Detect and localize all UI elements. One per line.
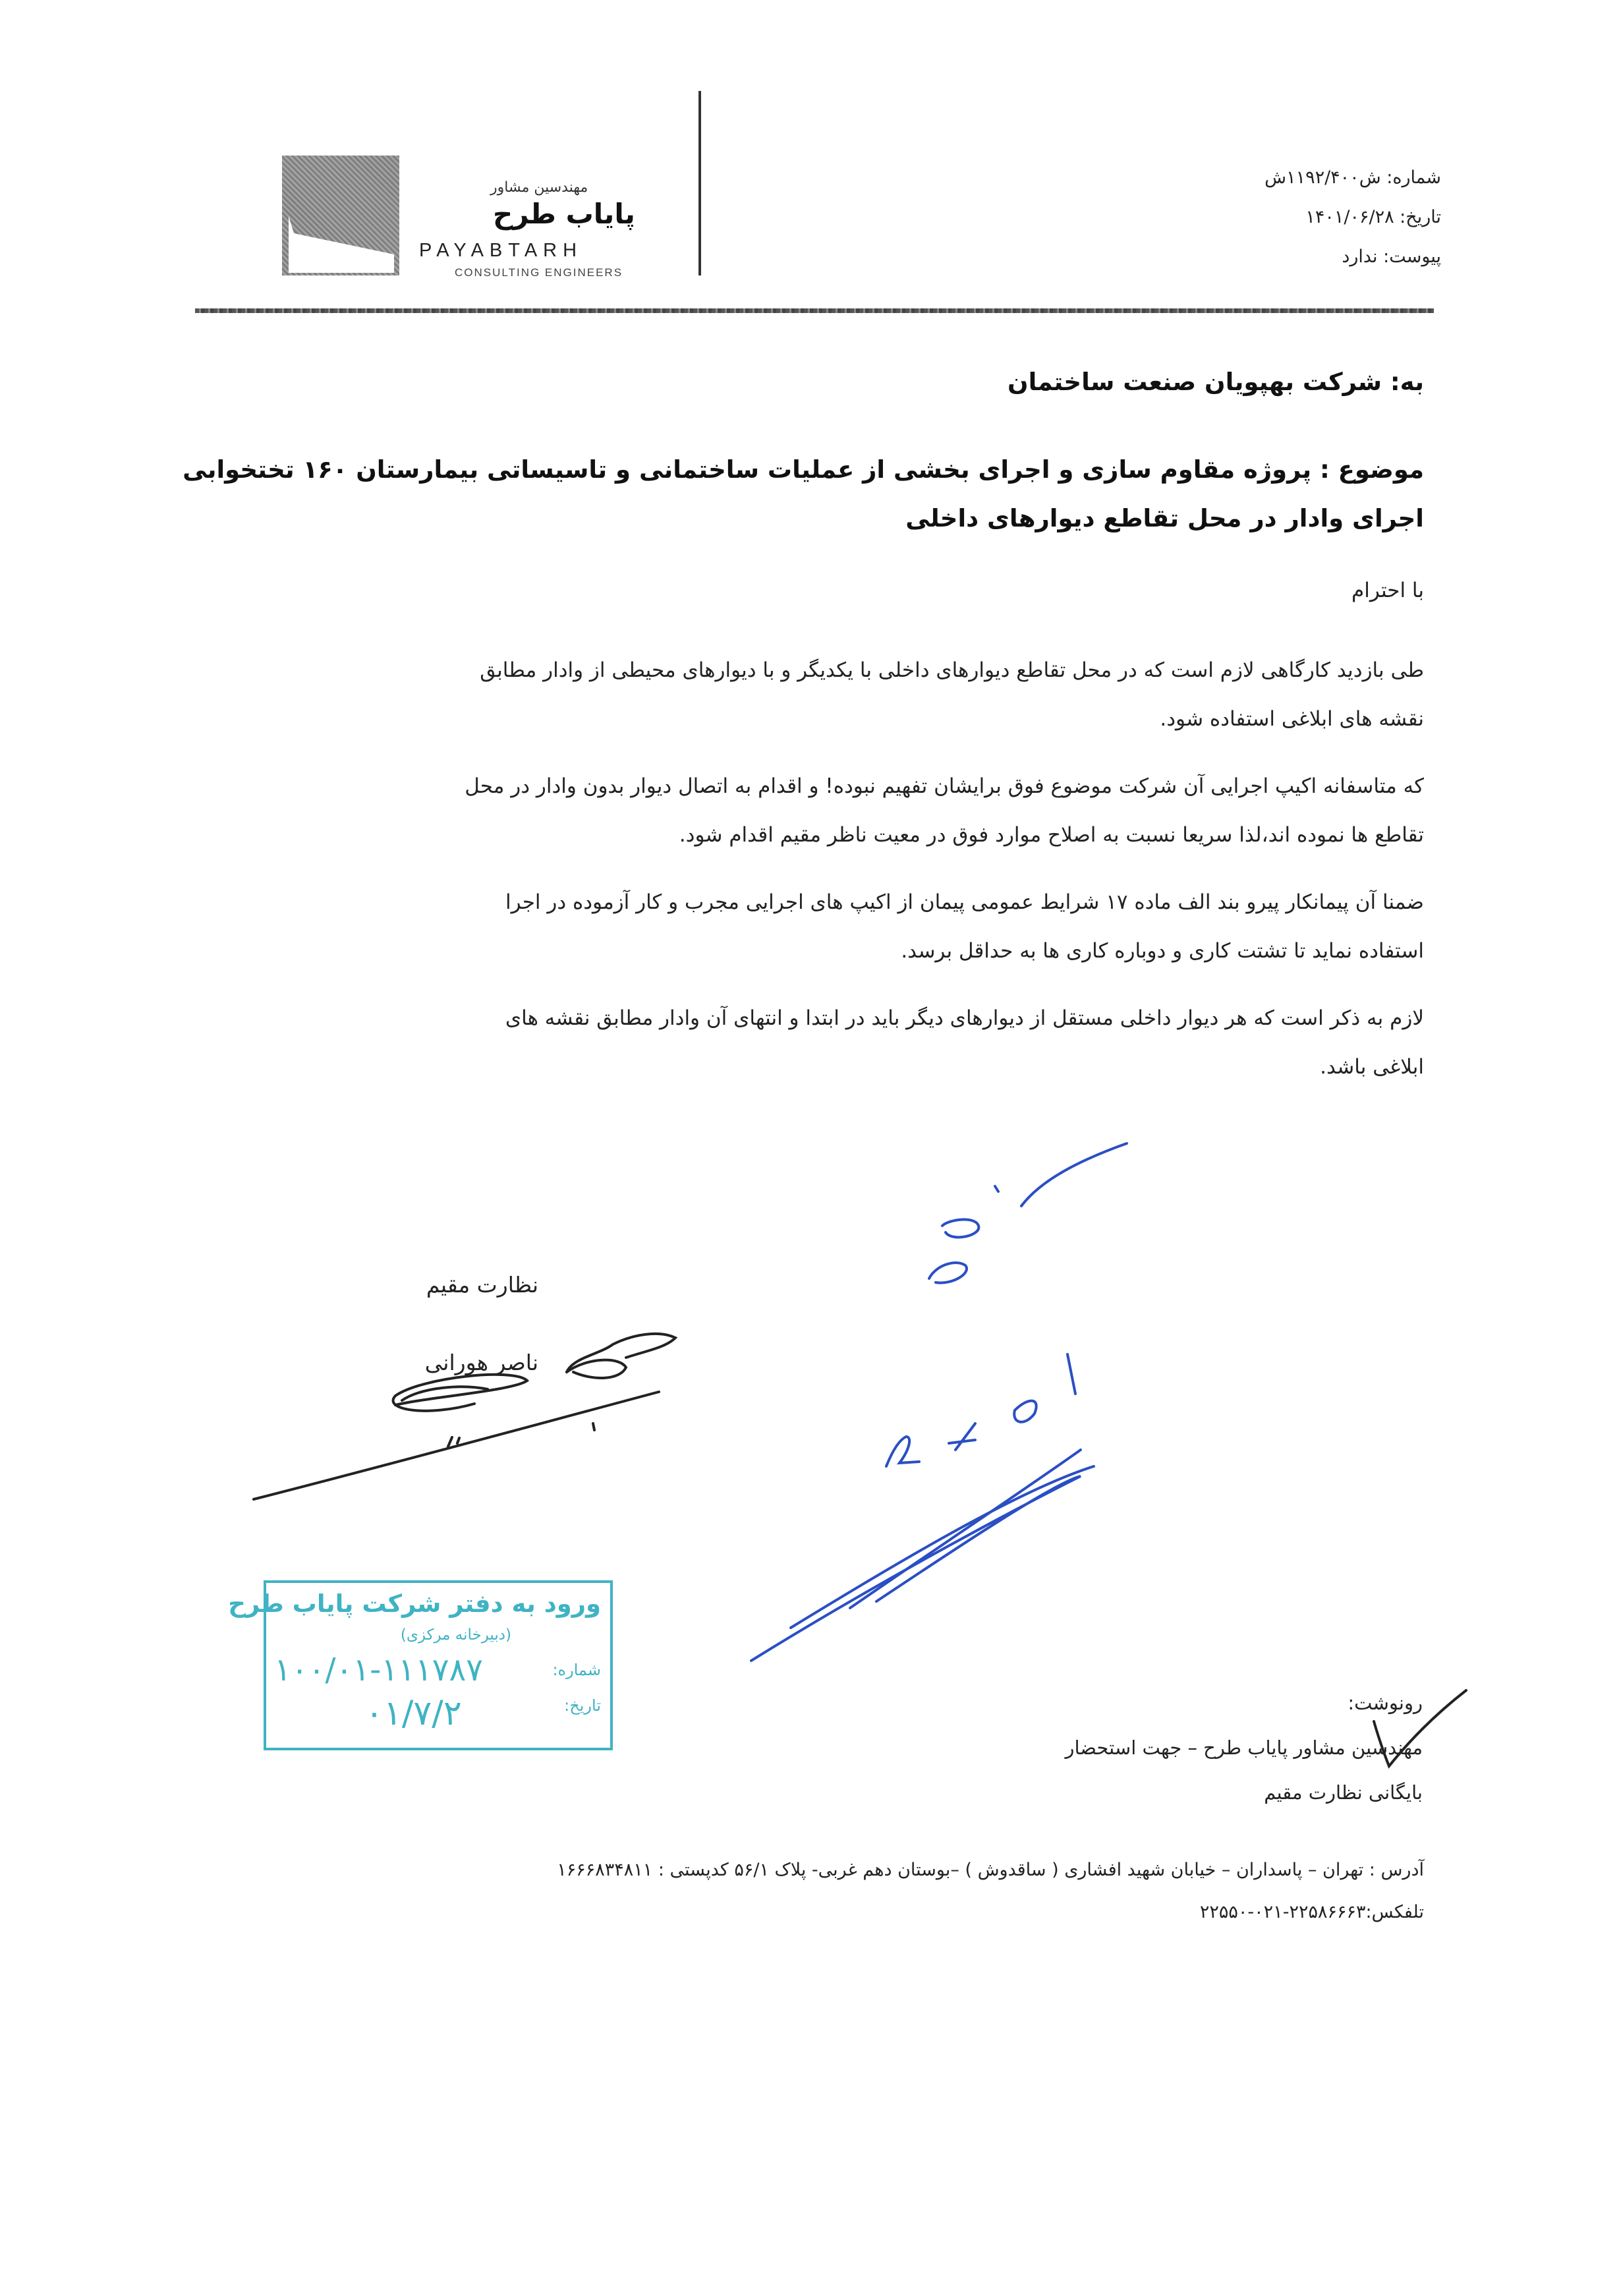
footer <box>172 1849 1424 1934</box>
letter-date: تاریخ: ۱۴۰۱/۰۶/۲۸ <box>1305 207 1441 227</box>
cc-recipient-1: مهندسین مشاور پایاب طرح – جهت استحضار <box>1065 1736 1423 1759</box>
carbon-copy <box>961 1680 1423 1815</box>
paragraph-line: نقشه های ابلاغی استفاده شود. <box>1160 707 1424 731</box>
logo-english-name: PAYABTARH <box>419 240 583 261</box>
footer-address: آدرس : تهران – پاسداران – خیابان شهید افشاری ( ساقدوش ) –بوستان دهم غربی- پلاک ۵۶/۱ کدپستی : ۱۶۶۶۸۳۴۸۱۱ <box>557 1860 1424 1880</box>
logo-persian-subtitle: مهندسین مشاور <box>490 179 588 196</box>
signatory-title: نظارت مقیم <box>426 1272 538 1298</box>
paragraph-line: لازم به ذکر است که هر دیوار داخلی مستقل از دیوارهای دیگر باید در ابتدا و انتهای آن وادار مطابق نقشه های <box>505 1006 1424 1030</box>
subject-line-2: اجرای وادار در محل تقاطع دیوارهای داخلی <box>905 504 1424 532</box>
registry-stamp <box>228 1580 613 1750</box>
paragraph-line: طی بازدید کارگاهی لازم است که در محل تقاطع دیوارهای داخلی با یکدیگر و با دیوارهای محیطی از وادار مطابق <box>480 658 1424 682</box>
stamp-title: ورود به دفتر شرکت پایاب طرح <box>228 1590 601 1618</box>
logo-persian-name: پایاب طرح <box>493 198 635 230</box>
paragraph-line: ضمنا آن پیمانکار پیرو بند الف ماده ۱۷ شرایط عمومی پیمان از اکیپ های اجرایی مجرب و کار آزموده در اجرا <box>505 890 1424 914</box>
stamp-date-label: تاریخ: <box>564 1696 601 1715</box>
cc-recipient-2: بایگانی نظارت مقیم <box>1264 1781 1423 1804</box>
letter-attachment: پیوست: ندارد <box>1342 246 1441 267</box>
subject-line-1: موضوع : پروژه مقاوم سازی و اجرای بخشی از عملیات ساختمانی و تاسیساتی بیمارستان ۱۶۰ تختخوابی <box>183 455 1424 484</box>
paragraph-line: تقاطع ها نموده اند،لذا سریعا نسبت به اصلاح موارد فوق در معیت ناظر مقیم اقدام شود. <box>679 823 1424 847</box>
letter-number: شماره: ش۱۱۹۲/۴۰۰ش <box>1264 167 1441 188</box>
blue-pen-annotation <box>751 1143 1127 1661</box>
stamp-number-label: شماره: <box>552 1661 601 1679</box>
signatory-name: ناصر هورانی <box>424 1350 538 1375</box>
recipient: به: شرکت بهپویان صنعت ساختمان <box>1008 368 1424 396</box>
signature-mark <box>254 1334 675 1499</box>
paragraph-line: استفاده نماید تا تشتت کاری و دوباره کاری ها به حداقل برسد. <box>901 939 1424 963</box>
cc-label: رونوشت: <box>1348 1692 1423 1714</box>
stamp-subtitle: (دبیرخانه مرکزی) <box>400 1626 511 1644</box>
logo-english-subtitle: CONSULTING ENGINEERS <box>455 266 623 279</box>
stamp-number-value: ۱۰۰/۰۱-۱۱۱۷۸۷ <box>274 1651 484 1688</box>
stamp-date-value: ۰۱/۷/۲ <box>365 1694 462 1733</box>
salutation: با احترام <box>1351 579 1424 602</box>
paragraph-line: ابلاغی باشد. <box>1320 1055 1424 1079</box>
footer-fax: تلفکس:۲۲۵۸۶۶۶۳-۰۲۱-۲۲۵۵۰ <box>1199 1902 1424 1922</box>
paragraph-line: که متاسفانه اکیپ اجرایی آن شرکت موضوع فوق برایشان تفهیم نبوده! و اقدام به اتصال دیوار بدون وادار در محل <box>465 774 1424 798</box>
